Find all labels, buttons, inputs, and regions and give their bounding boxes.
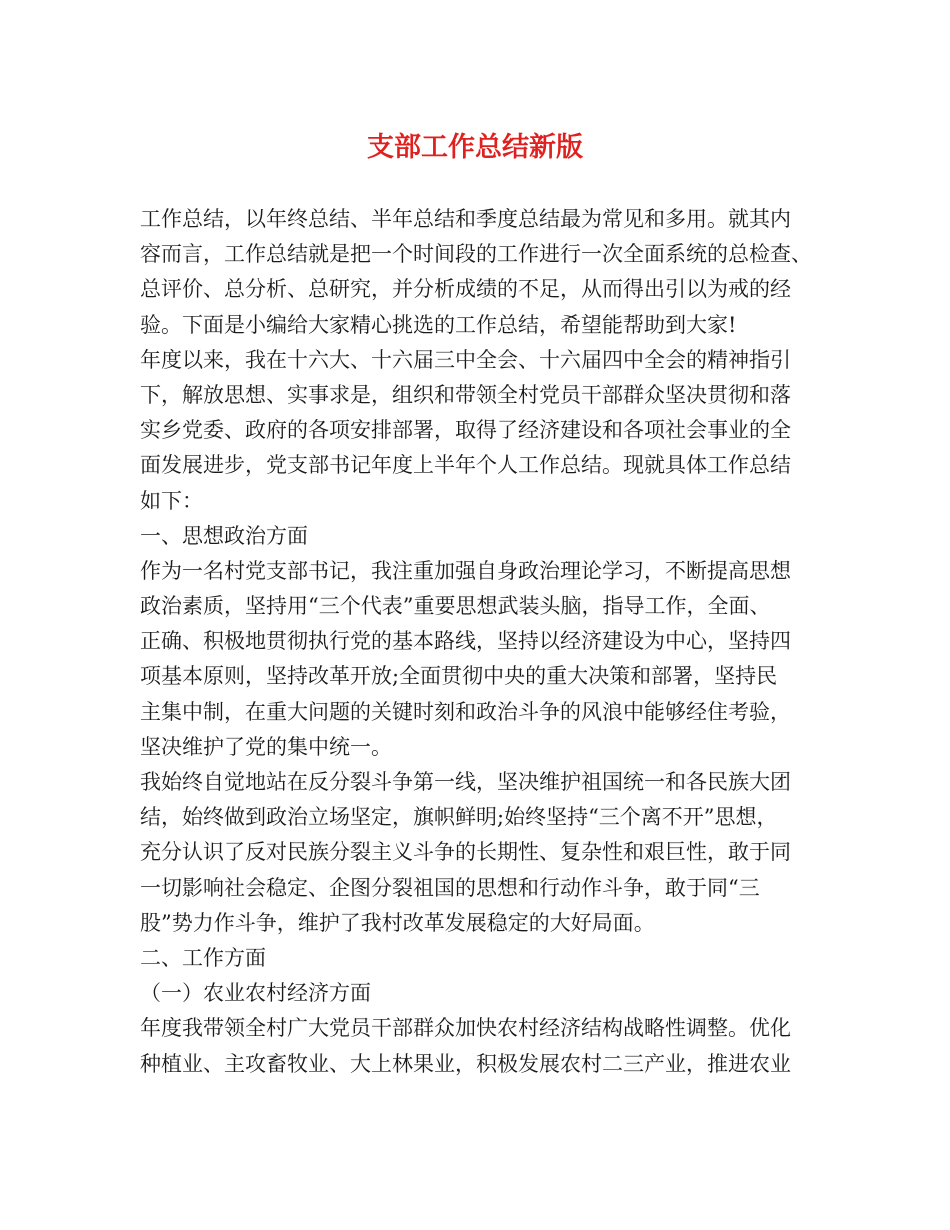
- text-line: 项基本原则，坚持改革开放;全面贯彻中央的重大决策和部署，坚持民: [140, 664, 778, 689]
- paragraph: [140, 519, 826, 554]
- text-line: 总评价、总分析、总研究，并分析成绩的不足，从而得出引以为戒的经: [140, 277, 791, 302]
- paragraph: [140, 976, 826, 1011]
- paragraph: [140, 1011, 826, 1081]
- text-line: 年度以来，我在十六大、十六届三中全会、十六届四中全会的精神指引: [140, 347, 791, 372]
- text-line: 我始终自觉地站在反分裂斗争第一线，坚决维护祖国统一和各民族大团: [140, 770, 791, 794]
- text-line: 主集中制，在重大问题的关键时刻和政治斗争的风浪中能够经住考验，: [140, 699, 791, 724]
- text-line: 实乡党委、政府的各项安排部署，取得了经济建设和各项社会事业的全: [140, 418, 791, 443]
- text-line: 容而言，工作总结就是把一个时间段的工作进行一次全面系统的总检查、: [140, 242, 812, 267]
- text-line: 下，解放思想、实事求是，组织和带领全村党员干部群众坚决贯彻和落: [140, 382, 791, 407]
- text-line: 一、思想政治方面: [140, 523, 308, 548]
- text-line: 验。下面是小编给大家精心挑选的工作总结，希望能帮助到大家!: [140, 312, 737, 337]
- paragraph: [140, 765, 826, 941]
- text-line: 面发展进步，党支部书记年度上半年个人工作总结。现就具体工作总结: [140, 453, 791, 478]
- text-line: 年度我带领全村广大党员干部群众加快农村经济结构战略性调整。优化: [140, 1016, 791, 1041]
- text-line: 工作总结，以年终总结、半年总结和季度总结最为常见和多用。就其内: [140, 207, 791, 231]
- text-line: 结，始终做到政治立场坚定，旗帜鲜明;始终坚持“三个离不开”思想，: [140, 805, 778, 830]
- text-line: 充分认识了反对民族分裂主义斗争的长期性、复杂性和艰巨性，敢于同: [140, 840, 791, 865]
- text-line: （一）农业农村经济方面: [140, 981, 371, 1006]
- text-line: 正确、积极地贯彻执行党的基本路线，坚持以经济建设为中心，坚持四: [140, 629, 791, 654]
- text-line: 股”势力作斗争，维护了我村改革发展稳定的大好局面。: [140, 910, 655, 935]
- text-line: 作为一名村党支部书记，我注重加强自身政治理论学习，不断提高思想: [140, 558, 791, 583]
- paragraph: [140, 202, 826, 343]
- text-line: 政治素质，坚持用“三个代表”重要思想武装头脑，指导工作，全面、: [140, 594, 771, 619]
- text-line: 二、工作方面: [140, 945, 266, 970]
- paragraph: [140, 343, 826, 519]
- paragraph: [140, 941, 826, 976]
- text-line: 坚决维护了党的集中统一。: [140, 734, 392, 759]
- text-line: 一切影响社会稳定、企图分裂祖国的思想和行动作斗争，敢于同“三: [140, 875, 760, 900]
- text-line: 种植业、主攻畜牧业、大上林果业，积极发展农村二三产业，推进农业: [140, 1051, 791, 1076]
- page-title: 支部工作总结新版: [367, 132, 583, 163]
- text-line: 如下：: [140, 488, 203, 513]
- document-body: [140, 202, 826, 1082]
- paragraph: [140, 554, 826, 765]
